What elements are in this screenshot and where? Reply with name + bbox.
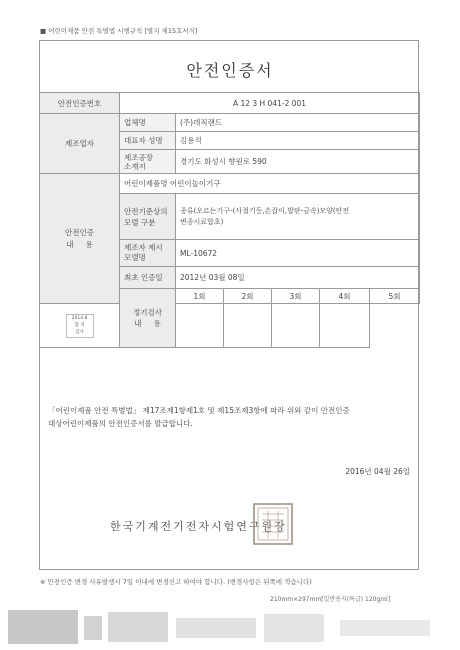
inspection-label-line2: 내 용 (134, 319, 161, 328)
inspection-label (120, 289, 176, 348)
inspection-cell-5 (320, 304, 370, 348)
model-value: ML-10672 (176, 240, 420, 267)
inspection-col-5: 5회 (370, 289, 420, 304)
inspection-col-3: 3회 (272, 289, 320, 304)
issuer-name: 한국기계전기전자시험연구원장 (110, 520, 287, 533)
inspection-col-2: 2회 (224, 289, 272, 304)
certification-text-line2: 대상어린이제품의 안전인증서를 발급합니다. (48, 419, 193, 428)
footnote: ※ 안전인증 변경 사유발생시 7일 이내에 변경신고 하여야 합니다. (변경사항은 뒤쪽에 적습니다) (40, 578, 312, 586)
safety-cert-label-line2: 내 용 (66, 239, 93, 249)
product-row (120, 174, 420, 194)
form-header: ■ 어린이제품 안전 특별법 시행규칙 [별지 제15호서식] (40, 27, 198, 35)
inspection-label-line1: 정기검사 (133, 308, 162, 317)
cert-number-label: 안전인증번호 (40, 93, 120, 114)
paper-spec: 210mm×297mm[일반용지(특급) 120g/㎡] (270, 596, 391, 603)
cert-number-value: A 12 3 H 041-2 001 (120, 93, 420, 114)
type-value-line2: 변종시료합초) (180, 217, 224, 226)
official-seal-icon (252, 502, 294, 546)
type-value-line1: 종류(오르는기구-(사절기등,손잡이,발판-금속)모양(안전 (180, 206, 350, 215)
product-label: 어린이제품명 (124, 179, 168, 188)
company-value: (주)데직랜드 (176, 114, 420, 132)
inspection-col-1: 1회 (176, 289, 224, 304)
stamp-line3: 검사 (75, 329, 84, 335)
factory-label-line2: 소재지 (124, 161, 146, 171)
product-value: 어린이놀이기구 (169, 179, 221, 188)
stamp-line1: 2014.8 (71, 315, 88, 321)
type-label (120, 194, 176, 240)
type-value (176, 194, 420, 240)
ceo-value: 김용석 (176, 132, 420, 150)
model-label-line2: 모델명 (124, 253, 146, 262)
model-label (120, 240, 176, 267)
safety-cert-label-line1: 안전인증 (65, 227, 94, 237)
inspection-pass-stamp (66, 314, 94, 338)
type-label-line1: 안전기준상의 (124, 206, 168, 216)
certification-statement (48, 404, 408, 430)
issue-date: 2016년 04월 26일 (345, 467, 410, 476)
certification-text-line1: 「어린이제품 안전 특별법」 제17조제1항제1호 및 제15조제3항에 따라 위와 같이 안전인증 (48, 406, 350, 415)
factory-label-line1: 제조공장 (124, 152, 153, 162)
type-label-line2: 모델 구분 (124, 217, 156, 227)
ceo-label: 대표자 성명 (120, 132, 176, 150)
inspection-cell-4 (272, 304, 320, 348)
safety-cert-section-label (40, 174, 120, 304)
scan-artifact-strip (0, 608, 460, 648)
stamp-line2: 합 격 (74, 322, 85, 328)
inspection-cell-1 (40, 304, 120, 348)
inspection-col-4: 4회 (320, 289, 370, 304)
model-label-line1: 제조자 제시 (124, 243, 163, 252)
company-label: 업체명 (120, 114, 176, 132)
manufacturer-section-label: 제조업자 (40, 114, 120, 174)
factory-label (120, 150, 176, 174)
inspection-cell-3 (224, 304, 272, 348)
inspection-cell-2 (176, 304, 224, 348)
certificate-table (39, 92, 420, 348)
factory-value: 경기도 화성시 향원로 590 (176, 150, 420, 174)
first-cert-label: 최초 인증일 (120, 267, 176, 289)
first-cert-value: 2012년 03월 08일 (176, 267, 420, 289)
document-title: 안전인증서 (186, 61, 274, 80)
